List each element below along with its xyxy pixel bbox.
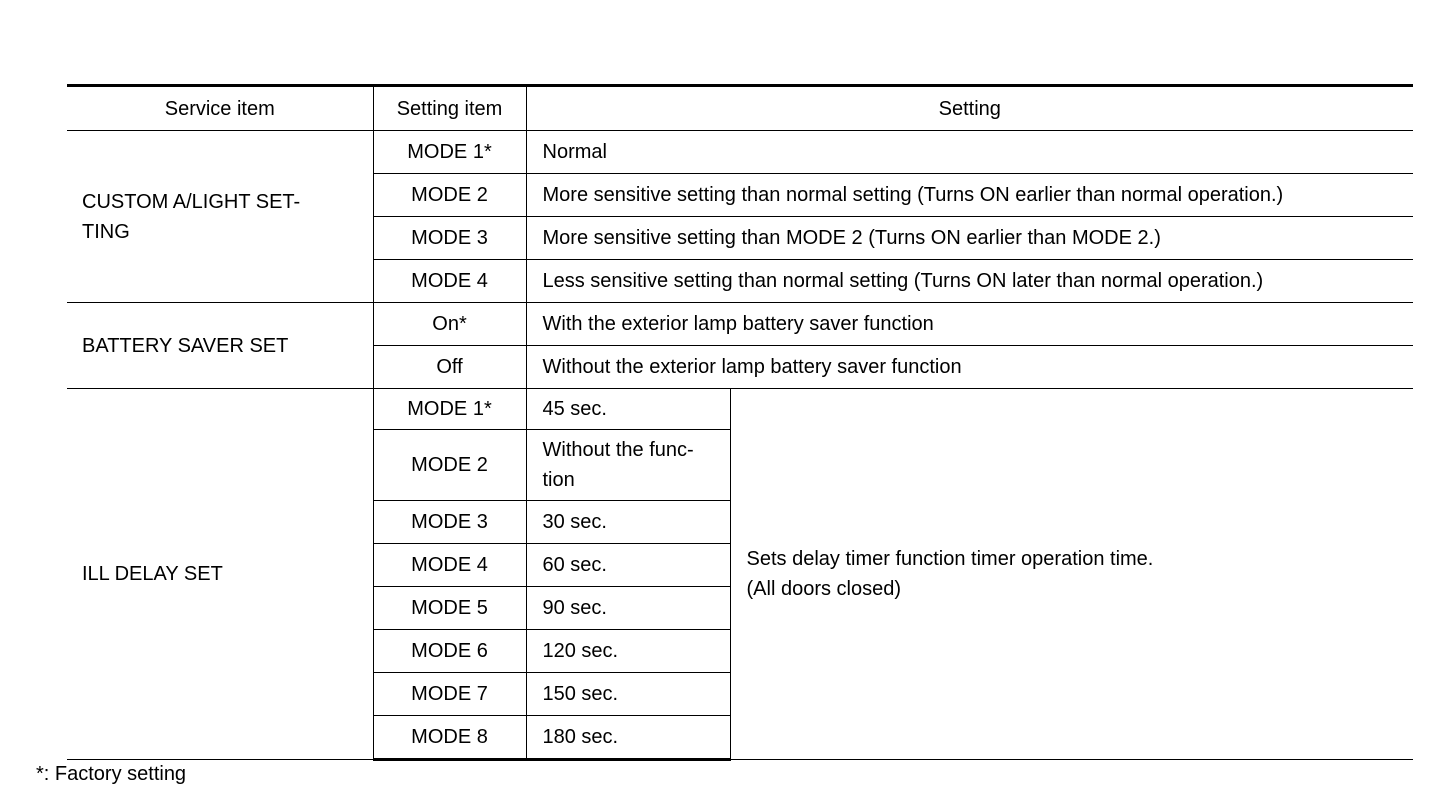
setting-value: 90 sec. — [526, 587, 730, 630]
setting-item: On* — [373, 303, 526, 346]
setting-value-line2: tion — [542, 469, 575, 491]
setting-value: 60 sec. — [526, 544, 730, 587]
service-battery-saver: BATTERY SAVER SET — [67, 303, 373, 389]
setting-value: 150 sec. — [526, 673, 730, 716]
setting-value: More sensitive setting than normal setting (Turns ON earlier than normal operation.) — [526, 174, 1413, 217]
setting-value: Less sensitive setting than normal setting (Turns ON later than normal operation.) — [526, 260, 1413, 303]
header-setting: Setting — [526, 86, 1413, 131]
setting-item: MODE 2 — [373, 430, 526, 501]
setting-item: MODE 6 — [373, 630, 526, 673]
service-settings-table — [67, 84, 1413, 761]
setting-value: 45 sec. — [526, 389, 730, 430]
setting-item: MODE 3 — [373, 217, 526, 260]
setting-item: MODE 3 — [373, 501, 526, 544]
setting-item: MODE 8 — [373, 716, 526, 760]
header-service-item: Service item — [67, 86, 373, 131]
setting-value: 120 sec. — [526, 630, 730, 673]
service-custom-alight — [67, 131, 373, 303]
setting-value: With the exterior lamp battery saver function — [526, 303, 1413, 346]
setting-value-line1: Without the func- — [542, 439, 694, 461]
ill-delay-description — [730, 389, 1413, 760]
setting-item: MODE 4 — [373, 260, 526, 303]
service-custom-alight-line1: CUSTOM A/LIGHT SET- — [82, 190, 301, 213]
header-setting-item: Setting item — [373, 86, 526, 131]
ill-delay-description-line2: (All doors closed) — [746, 578, 902, 600]
setting-item: MODE 5 — [373, 587, 526, 630]
service-ill-delay: ILL DELAY SET — [67, 389, 373, 760]
setting-item: MODE 2 — [373, 174, 526, 217]
table-row — [67, 131, 1413, 174]
setting-value: 30 sec. — [526, 501, 730, 544]
setting-value — [526, 430, 730, 501]
setting-value: 180 sec. — [526, 716, 730, 760]
setting-item: MODE 4 — [373, 544, 526, 587]
setting-item: Off — [373, 346, 526, 389]
service-custom-alight-line2: TING — [82, 220, 130, 243]
setting-value: Without the exterior lamp battery saver function — [526, 346, 1413, 389]
ill-delay-description-line1: Sets delay timer function timer operation time. — [746, 548, 1154, 570]
setting-value: More sensitive setting than MODE 2 (Turns ON earlier than MODE 2.) — [526, 217, 1413, 260]
factory-setting-footnote: *: Factory setting — [36, 763, 187, 785]
setting-item: MODE 7 — [373, 673, 526, 716]
setting-value: Normal — [526, 131, 1413, 174]
table-header-row — [67, 86, 1413, 131]
setting-item: MODE 1* — [373, 131, 526, 174]
table-row — [67, 303, 1413, 346]
table-row — [67, 389, 1413, 430]
setting-item: MODE 1* — [373, 389, 526, 430]
